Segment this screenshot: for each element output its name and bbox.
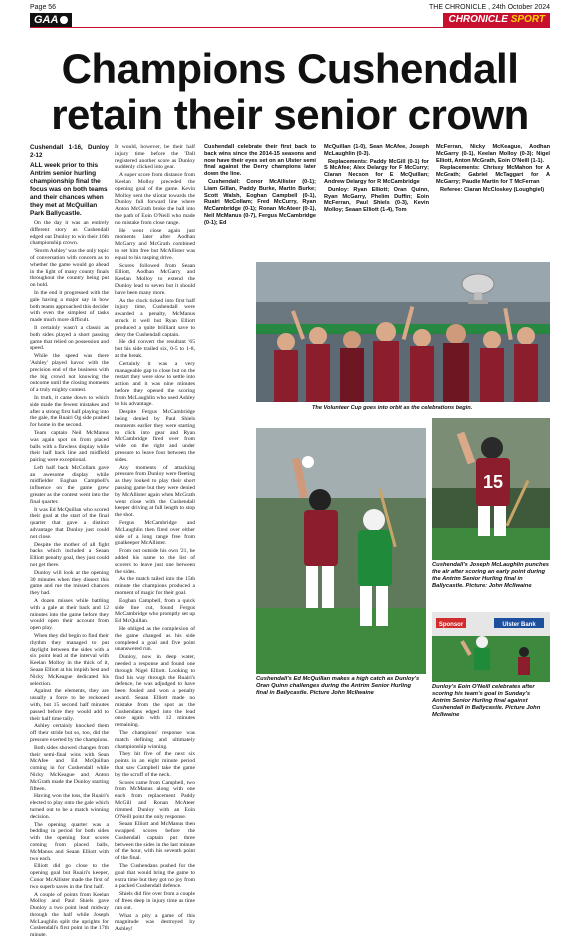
- article-paragraph: McFerran, Nicky McKeague, Aodhan McGarry (0-1), Keelan Molloy (0-3); Nigel Elliott, Anton McGrath, Eoin O'Neill (1-1).: [436, 144, 550, 164]
- article-paragraph: While the speed was there 'Ashley' played havoc with the precision end of the business with the big crowd not knowing the outcome until the closing moments of a truly mighty contest.: [30, 353, 109, 394]
- page-header: [0, 0, 580, 36]
- article-paragraph: A couple of points from Keelan Molloy and Paul Shiels gave Dunloy a two point lead midway through the half while Joseph McLaughlin split the uprights for Cushendall's first point in the 17th minute.: [30, 892, 109, 939]
- article-paragraph: On the day it was an entirely different story as Cushendall edged out Dunloy to win their 16th championship crown.: [30, 220, 109, 247]
- article-paragraph: As the clock ticked into first half injury time, Cushendall were awarded a penalty, McManus struck it well but Ryan Elliott produced a quite brilliant save to deny the Cushendall captain.: [115, 298, 195, 339]
- article-paragraph: Elliott did go close to the opening goal but Ruairi's keeper, Conor McAllister made the first of two superb saves in the first half.: [30, 863, 109, 890]
- headline: Champions Cushendall retain their senior crown: [30, 46, 550, 138]
- article-paragraph: He did convert the resultant '65 but his side trailed six, 0-5 to 1-8, at the break.: [115, 339, 195, 359]
- article-paragraph: Both sides showed changes from their semi-final wins with Sean McAfee and Ed McQuillan coming in for Cushendall while Nicky McKeague and Anton McGrath made the Dunloy starting fifteen.: [30, 745, 109, 793]
- high-catch-caption: Cushendall's Ed McQuillan makes a high catch as Dunloy's Oran Quinn challenges during the Antrim Senior Hurling final in Ballycastle. Picture John McIlwaine: [256, 676, 422, 697]
- article-paragraph: What a pity a game of this magnitude was destroyed by Ashley!: [115, 913, 195, 933]
- sliotar-icon: [302, 456, 314, 468]
- article-paragraph: In truth, it came down to which side made the fewest mistakes and after a strong first half playing into the gale, the Ruairi Og side pushed for home in the second.: [30, 395, 109, 429]
- article-paragraph: Team captain Neil McManus was again spot on from placed balls with a flawless display while their half back line and midfield pairing were exceptional.: [30, 430, 109, 464]
- article-paragraph: McQuillan (1-0), Sean McAfee, Joseph McLaughlin (0-3).: [324, 144, 429, 158]
- article-paragraph: He obliged as the complexion of the game changed as his side completed a goal and five point unanswered run.: [115, 626, 195, 653]
- sponsor-board-1: Sponsor: [439, 622, 464, 628]
- article-paragraph: Cushendall celebrate their first back to back wins since the 2014-15 seasons and now have their eyes set on an Ulster semi final against the Derry champions later down the line.: [204, 144, 316, 178]
- article-paragraph: It was Ed McQuillan who scored their goal at the start of the final quarter that gave a distinct advantage that Dunloy just could not close.: [30, 507, 109, 541]
- article-paragraph: He went close again just moments later after Aodhan McGarry and McGrath combined to set him free but McAllister was equal to his rasping drive.: [115, 228, 195, 262]
- lead-paragraph: ALL week prior to this Antrim senior hurling championship final the focus was on both teams and their chances when they met at McQuillan Park Ballycastle.: [30, 162, 109, 218]
- article-paragraph: Despite the mother of all fight backs which included a Seaan Elliott penalty goal, they just could not get there.: [30, 542, 109, 569]
- article-paragraph: From out outside his own '21, he added his name to the list of scorers to leave just one between the sides.: [115, 548, 195, 575]
- mclaughlin-caption: Cushendall's Joseph McLaughlin punches the air after scoring an early point during the Antrim Senior Hurling final in Ballycastle. Picture: John McIlwaine: [432, 562, 550, 590]
- article-paragraph: Replacements: Chrissy McMahon for A McGrath; Gabriel McTaggart for A McGarry; Paudie Martin for T McFerran: [436, 165, 550, 185]
- score-strap: Cushendall 1-16, Dunloy 2-12: [30, 144, 109, 160]
- article-paragraph: Against the elements, they are usually a force to be reckoned with, but 15 second half minutes passed before they would add to their half time tally.: [30, 688, 109, 722]
- article-paragraph: Despite Fergus McCambridge being denied by Paul Shiels moments earlier they were starting to click into gear and Ryan McCambridge fired over from wide on the right and under pressure to leave four between the sides.: [115, 409, 195, 463]
- gaa-section-label: GAA: [30, 13, 72, 27]
- article-paragraph: Eoghan Campbell, from a quick side line cut, found Fergus McCambridge who promptly set up Ed McQuillan.: [115, 598, 195, 625]
- article-paragraph: Replacements: Paddy McGill (0-1) for S McAfee; Alex Delargy for F McCurry; Ciaran Necson for E McQuillan; Andrew Delargy for R McCambridge: [324, 159, 429, 186]
- celebration-photo: [256, 262, 550, 402]
- masthead: THE CHRONICLE , 24th October 2024: [429, 4, 550, 11]
- high-catch-photo: [256, 428, 426, 674]
- article-paragraph: Ashley certainly knocked them off their stride but so, too, did the pressure exerted by the champions.: [30, 723, 109, 743]
- celebration-illustration: [256, 262, 550, 402]
- chronicle-sport-label: CHRONICLE SPORT: [443, 13, 550, 27]
- article-paragraph: 'Storm Ashley' was the only topic of conversation with concern as to whether the game would go ahead in the light of many county finals throughout the country being put on hold.: [30, 248, 109, 289]
- article-paragraph: A super score from distance from Keelan Molloy preceded the opening goal of the game. Kevin Molloy sent the sliotar towards the Dunloy full forward line where Anton McGrath broke the ball into the path of Eoin O'Neill who made no mistake from close range.: [115, 172, 195, 226]
- article-paragraph: Having won the toss, the Ruairi's elected to play onto the gale which turned out to be a match winning decision.: [30, 793, 109, 820]
- article-paragraph: Scores followed from Seaan Elliott, Aodhan McGarry and Keelan Molloy to extend the Dunloy lead to seven but it should have been many more.: [115, 263, 195, 297]
- article-column-5: [436, 144, 550, 262]
- article-paragraph: The champions' response was match defining and ultimately championship winning.: [115, 730, 195, 750]
- article-paragraph: Any moments of attacking pressure from Dunloy were fleeting as they looked to play their short passing game but they were denied by McAllister again when McGrath went close with the Cushendall keeper driving at full length to stop the shot.: [115, 465, 195, 519]
- article-paragraph: Shiels did fire over from a couple of frees deep in injury time as time ran out.: [115, 891, 195, 911]
- article-paragraph: In the end it progressed with the gale having a major say in how both teams approached this decider with even the simplest of tasks made much more difficult.: [30, 290, 109, 324]
- article-paragraph: Dunloy, now in deep water, needed a response and found one through Nigel Elliott. Looking to find his way through the Ruairi's defence, he was adjudged to have been fouled and won a penalty award. Seaan Elliott made no mistake from the spot as the Cushendans edged into the lead once again with 12 minutes remaining.: [115, 654, 195, 729]
- article-paragraph: Scores came from Campbell, two from McManus along with one each from replacement Paddy McGill and Ronan McAteer rimmed Dunloy with an Eoin O'Neill point the only response.: [115, 780, 195, 821]
- article-paragraph: Fergus McCambridge and McLaughlin then fired over either side of a long range free from goalkeeper McAllister.: [115, 520, 195, 547]
- article-column-1: [30, 144, 109, 734]
- article-paragraph: When they did begin to find their rhythm they managed to put daylight between the sides with a six point lead at the interval with Keelan Molloy in the thick of it, Seaan Elliott at his impish best and Nicky McKeague dedicated his selection.: [30, 633, 109, 687]
- sliotar-icon: [60, 16, 68, 24]
- article-paragraph: Referee: Ciaran McCloskey (Loughgiel): [436, 187, 550, 194]
- article-paragraph: The Cushendans pushed for the goal that would bring the game to extra time but they got no joy from a packed Cushendall defence.: [115, 863, 195, 890]
- sponsor-board-2: Ulster Bank: [502, 622, 536, 628]
- article-paragraph: Left half back McCollam gave an awesome display while midfielder Eoghan Campbell's influence on the game grew greater as the contest went into the final quarter.: [30, 465, 109, 506]
- page-number: Page 56: [30, 4, 56, 11]
- article-paragraph: It certainly wasn't a classic as both sides played a short passing game that relied on possession and speed.: [30, 325, 109, 352]
- article-column-3: [204, 144, 316, 262]
- article-paragraph: They hit five of the next six points in an eight minute period that saw Campbell take the game by the scruff of the neck.: [115, 751, 195, 778]
- celebration-caption: The Volunteer Cup goes into orbit as the celebrations begin.: [312, 405, 550, 412]
- article-paragraph: Dunloy will look at the opening 30 minutes when they dissect this game and rue the missed chances they had.: [30, 570, 109, 597]
- mclaughlin-photo: [432, 418, 550, 560]
- article-paragraph: Seaan Elliott and McManus then swapped scores before the Cushendall captain put three between the sides in the last minute of the hour, with his seventh point of the final.: [115, 821, 195, 862]
- article-paragraph: The opening quarter was a bedding in period for both sides with the opening four scores coming from placed balls, McManus and Seaan Elliott with two each.: [30, 822, 109, 863]
- article-paragraph: Dunloy: Ryan Elliott; Oran Quinn, Ryan McGarry, Phelim Duffin; Eoin McFerran, Paul Shiels (0-3), Kevin Molloy; Seaan Elliott (1-4), Tom: [324, 187, 429, 214]
- oneill-caption: Dunloy's Eoin O'Neill celebrates after scoring his team's goal in Sunday's Antrim Senior Hurling final against Cushendall in Ballycastle. Picture John McIlwaine: [432, 684, 550, 719]
- article-paragraph: A dozen misses while battling with a gale at their back and 12 minutes into the game before they would open their account from open play.: [30, 598, 109, 632]
- article-paragraph: As the match tailed into the 15th minute the champions produced a moment of magic for their goal.: [115, 576, 195, 596]
- article-column-2: [115, 144, 195, 734]
- jersey-number: 15: [483, 472, 503, 492]
- article-paragraph: Cushendall: Conor McAllister (0-1); Liam Gillan, Paddy Burke, Martin Burke; Scott Walsh, Eoghan Campbell (0-1), Ruairi McCollam; Fred McCurry, Ryan McCambridge (0-1); Ronan McAteer (0-1), Neil McManus (0-7), Fergus McCambridge (0-1); Ed: [204, 179, 316, 227]
- article-paragraph: It would, however, be their half injury time before the 'Dall registered another score as Dunloy suddenly clicked into gear.: [115, 144, 195, 171]
- oneill-photo: [432, 612, 550, 682]
- article-paragraph: Certainly it was a very manageable gap to close but on the restart they were slow to settle into action and it was nine minutes before they opened the scoring from McLaughlin who used Ashley to his advantage.: [115, 361, 195, 409]
- article-column-4: [324, 144, 429, 262]
